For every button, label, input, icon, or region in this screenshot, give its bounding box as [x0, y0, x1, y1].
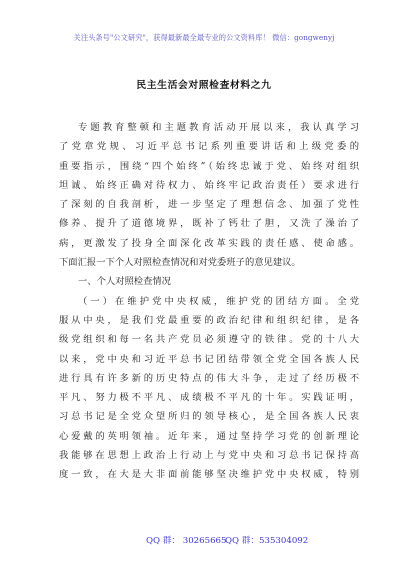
text-line: 习总书记是全党众望所归的领导核心，是全国各族人民衷	[59, 411, 359, 423]
text-line: 平凡、努力极不平凡、成绩极不平凡的十年。实践证明，	[59, 392, 359, 404]
document-title: 民主生活会对照检查材料之九	[136, 80, 272, 91]
text-line: 度一致，在大是大非面前能够坚决维护党中央权威，特别	[59, 469, 359, 481]
text-line: 下面汇报一下个人对照检查情况和对党委班子的意见建议。	[59, 257, 301, 269]
text-line: 重要指示，围绕“四个始终”（始终忠诚于党、始终对组织	[59, 160, 359, 172]
text-line: 修养、提升了道德境界，既补了钙壮了胆，又洗了澡治了	[59, 218, 359, 230]
document-body	[59, 118, 359, 485]
text-line: 了深刻的自我剖析，进一步坚定了理想信念、加强了党性	[59, 199, 359, 211]
section-heading	[59, 272, 359, 291]
paragraph-section-one	[59, 292, 359, 485]
qq-group-2: QQ 群：535304092	[225, 536, 309, 546]
text-line: 了党章党规、习近平总书记系列重要讲话和上级党委的	[59, 141, 359, 153]
paragraph-intro	[59, 118, 359, 272]
text-line: 病，更激发了投身全面深化改革实践的责任感、使命感。	[59, 237, 359, 249]
text-line: （一）在维护党中央权威，维护党的团结方面。全党	[78, 295, 359, 307]
header-note: 关注头条号"公文研究"，获得最新最全最专业的公文资料库！ 微信：gongwenyj	[73, 33, 335, 42]
text-line: 专题教育整顿和主题教育活动开展以来，我认真学习	[78, 122, 359, 133]
text-line: 以来，党中央和习近平总书记团结带领全党全国各族人民	[59, 353, 359, 365]
text-line: 我能够在思想上政治上行动上与党中央和习总书记保持高	[59, 450, 359, 462]
text-line: 服从中央，是我们党最重要的政治纪律和组织纪律，是各	[59, 314, 359, 326]
heading-line: 一、个人对照检查情况	[78, 276, 171, 288]
qq-group-1: QQ 群： 30265665	[146, 536, 227, 546]
text-line: 坦诚、始终正确对待权力、始终牢记政治责任）要求进行	[59, 179, 359, 191]
text-line: 心爱戴的英明领袖。近年来，通过坚持学习党的创新理论	[59, 430, 359, 442]
text-line: 进行具有许多新的历史特点的伟大斗争，走过了经历极不	[59, 372, 359, 384]
text-line: 级党组织和每一名共产党员必须遵守的铁律。党的十八大	[59, 334, 359, 346]
